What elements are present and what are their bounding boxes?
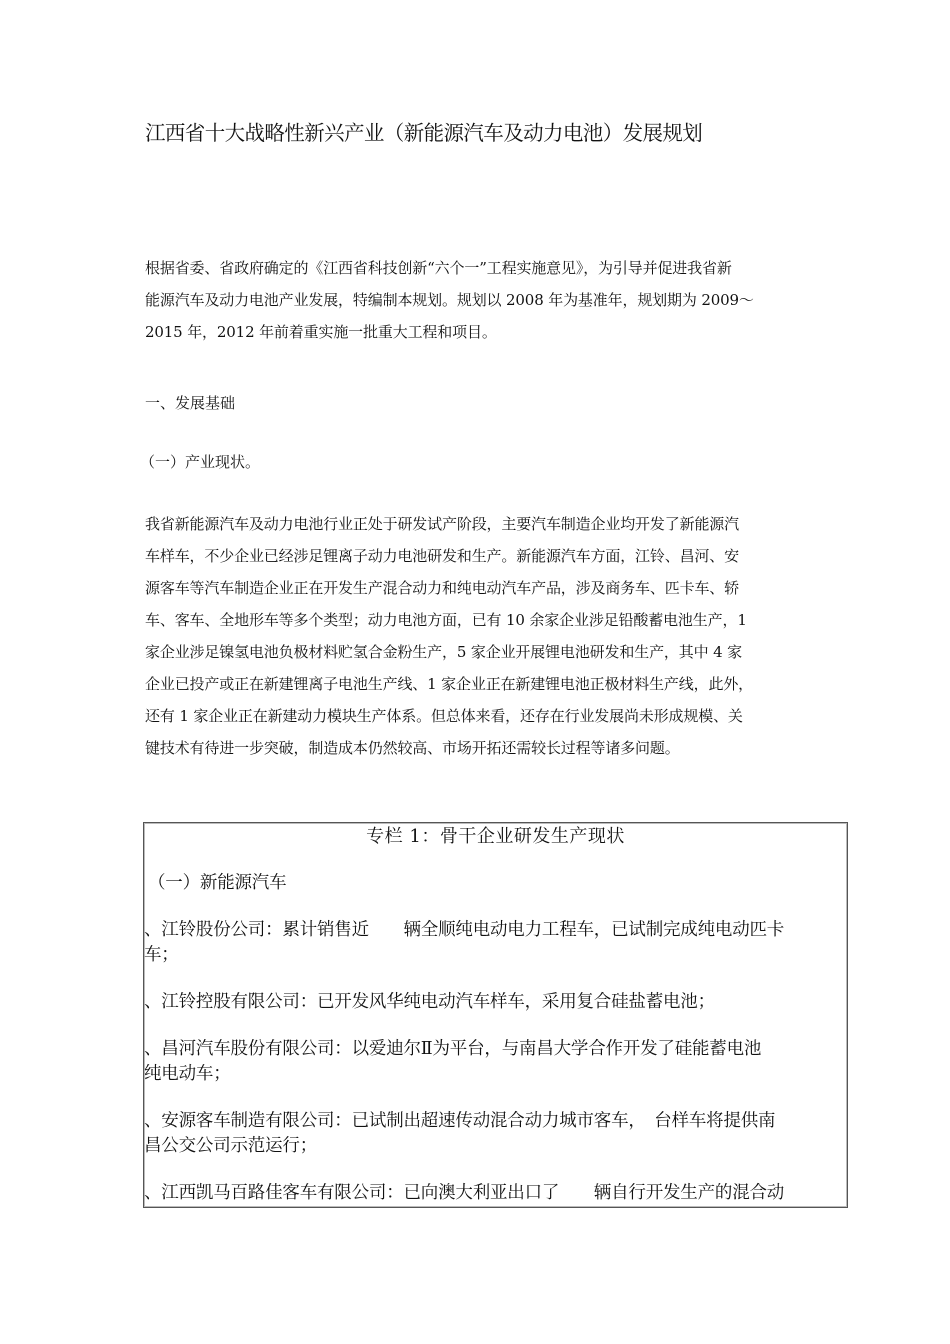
box-line: 、江铃股份公司：累计销售近 辆全顺纯电动电力工程车，已试制完成纯电动匹卡 [144,920,785,940]
box-title: 专栏 1：骨干企业研发生产现状 [366,826,625,847]
box-subheading: （一）新能源汽车 [148,873,287,893]
body-line: 键技术有待进一步突破，制造成本仍然较高、市场开拓还需较长过程等诸多问题。 [145,739,680,757]
subsection-heading: （一）产业现状。 [140,453,261,471]
box-line: 、江西凯马百路佳客车有限公司：已向澳大利亚出口了 辆自行开发生产的混合动 [144,1183,785,1203]
body-line: 还有 1 家企业正在新建动力模块生产体系。但总体来看，还存在行业发展尚未形成规模、关 [145,707,743,725]
body-line: 我省新能源汽车及动力电池行业正处于研发试产阶段，主要汽车制造企业均开发了新能源汽 [145,515,740,533]
box-line: 车； [144,945,179,965]
body-line: 车、客车、全地形车等多个类型；动力电池方面，已有 10 余家企业涉足铅酸蓄电池生产，1 [145,611,747,629]
document-title: 江西省十大战略性新兴产业（新能源汽车及动力电池）发展规划 [145,121,703,145]
intro-line: 能源汽车及动力电池产业发展，特编制本规划。规划以 2008 年为基准年，规划期为 2009～ [145,291,754,309]
body-line: 车样车，不少企业已经涉足锂离子动力电池研发和生产。新能源汽车方面，江铃、昌河、安 [145,547,740,565]
section-heading: 一、发展基础 [145,394,236,412]
sidebar-box [143,822,848,1208]
body-paragraph [145,508,810,764]
box-line: 、江铃控股有限公司：已开发风华纯电动汽车样车，采用复合硅盐蓄电池； [144,992,715,1012]
body-line: 企业已投产或正在新建锂离子电池生产线、1 家企业正在新建锂电池正极材料生产线，此外， [145,675,754,693]
intro-line: 2015 年，2012 年前着重实施一批重大工程和项目。 [145,323,497,341]
intro-paragraph [145,252,810,348]
body-line: 源客车等汽车制造企业正在开发生产混合动力和纯电动汽车产品，涉及商务车、匹卡车、轿 [145,579,740,597]
box-line: 、安源客车制造有限公司：已试制出超速传动混合动力城市客车， 台样车将提供南 [144,1111,776,1131]
intro-line: 根据省委、省政府确定的《江西省科技创新“六个一”工程实施意见》，为引导并促进我省新 [145,259,732,277]
box-line: 纯电动车； [144,1064,231,1084]
body-line: 家企业涉足镍氢电池负极材料贮氢合金粉生产，5 家企业开展锂电池研发和生产，其中 4 家 [145,643,742,661]
box-line: 昌公交公司示范运行； [144,1136,317,1156]
box-line: 、昌河汽车股份有限公司：以爱迪尔Ⅱ为平台，与南昌大学合作开发了硅能蓄电池 [144,1039,762,1059]
